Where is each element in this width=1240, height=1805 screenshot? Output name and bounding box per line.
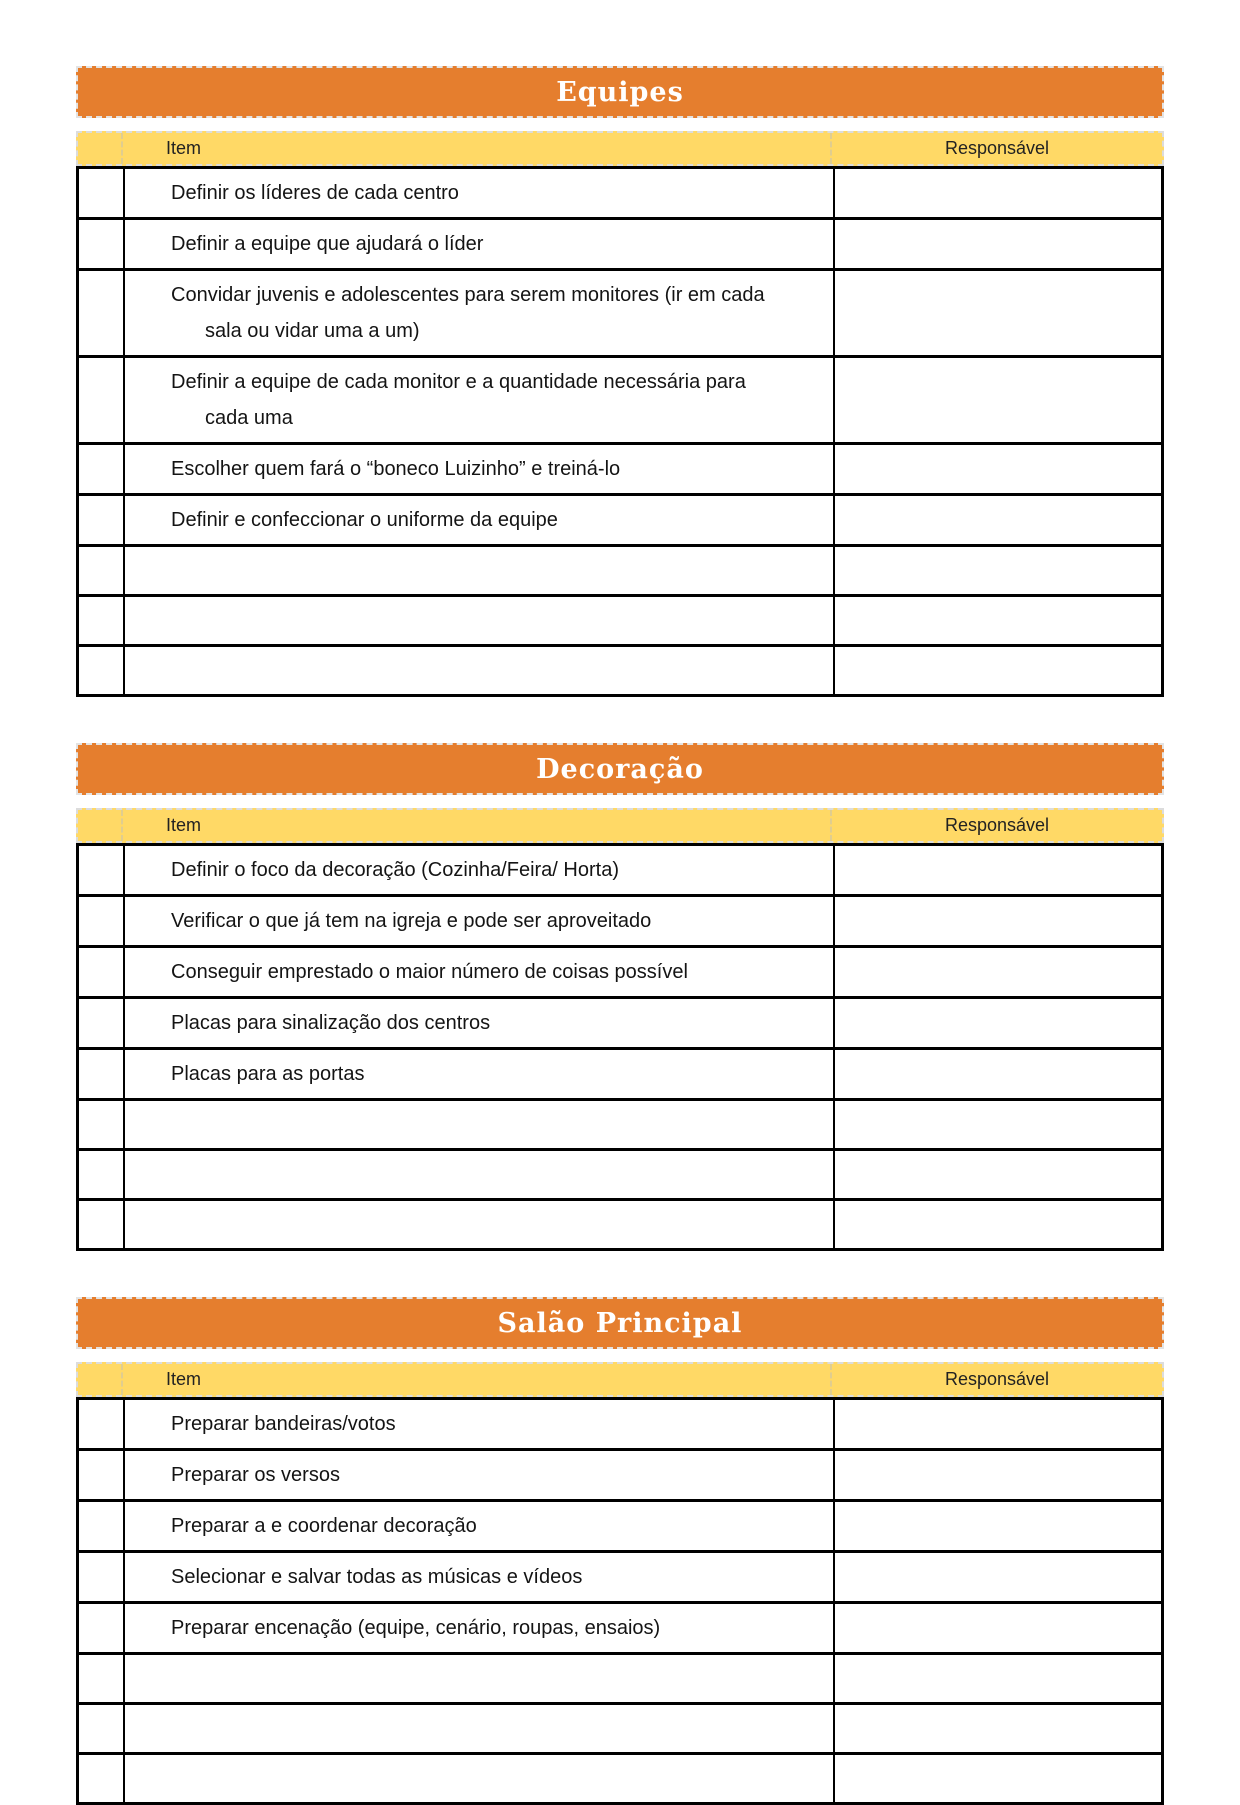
item-cell <box>125 1705 835 1752</box>
responsavel-cell <box>835 846 1161 894</box>
item-text: Selecionar e salvar todas as músicas e vídeos <box>171 1566 583 1588</box>
responsavel-cell <box>835 897 1161 945</box>
check-cell <box>79 846 125 894</box>
checklist-table <box>76 843 1164 1251</box>
header-cell-check <box>78 1364 123 1395</box>
item-cell <box>125 169 835 217</box>
section-title-banner <box>76 66 1164 118</box>
item-cell <box>125 1604 835 1652</box>
item-cell <box>125 271 835 355</box>
table-row <box>79 1047 1161 1098</box>
responsavel-cell <box>835 496 1161 544</box>
item-text: Escolher quem fará o “boneco Luizinho” e treiná-lo <box>171 458 621 480</box>
header-cell-check <box>78 133 123 164</box>
item-cell <box>125 1553 835 1601</box>
responsavel-cell <box>835 1201 1161 1248</box>
header-cell-item: Item <box>123 810 832 841</box>
responsavel-cell <box>835 169 1161 217</box>
check-cell <box>79 220 125 268</box>
check-cell <box>79 547 125 594</box>
item-text: Preparar os versos <box>171 1464 340 1486</box>
item-text: Placas para sinalização dos centros <box>171 1012 491 1034</box>
item-text: Preparar encenação (equipe, cenário, roupas, ensaios) <box>171 1617 661 1639</box>
section-title-banner <box>76 743 1164 795</box>
table-row <box>79 1400 1161 1448</box>
check-cell <box>79 358 125 442</box>
section-title: Salão Principal <box>497 1307 743 1339</box>
responsavel-cell <box>835 1755 1161 1802</box>
check-cell <box>79 1655 125 1702</box>
item-cell <box>125 1050 835 1098</box>
checklist-table <box>76 1397 1164 1805</box>
responsavel-cell <box>835 1655 1161 1702</box>
section-title: Equipes <box>556 76 684 108</box>
table-row <box>79 1499 1161 1550</box>
table-row <box>79 493 1161 544</box>
table-row <box>79 1550 1161 1601</box>
item-cell <box>125 1655 835 1702</box>
check-cell <box>79 1755 125 1802</box>
check-cell <box>79 999 125 1047</box>
table-row <box>79 594 1161 644</box>
responsavel-cell <box>835 1451 1161 1499</box>
responsavel-cell <box>835 1151 1161 1198</box>
item-cell <box>125 597 835 644</box>
item-text: Definir o foco da decoração (Cozinha/Feira/ Horta) <box>171 859 619 881</box>
item-text: Placas para as portas <box>171 1063 365 1085</box>
check-cell <box>79 1705 125 1752</box>
responsavel-cell <box>835 358 1161 442</box>
table-row <box>79 644 1161 694</box>
responsavel-cell <box>835 1101 1161 1148</box>
check-cell <box>79 169 125 217</box>
table-row <box>79 217 1161 268</box>
item-cell <box>125 496 835 544</box>
responsavel-cell <box>835 445 1161 493</box>
table-row <box>79 996 1161 1047</box>
table-row <box>79 544 1161 594</box>
table-row <box>79 1752 1161 1802</box>
item-cell <box>125 1451 835 1499</box>
responsavel-cell <box>835 547 1161 594</box>
table-row <box>79 846 1161 894</box>
responsavel-cell <box>835 271 1161 355</box>
header-cell-item: Item <box>123 133 832 164</box>
responsavel-cell <box>835 1705 1161 1752</box>
item-text: Definir os líderes de cada centro <box>171 182 459 204</box>
header-cell-check <box>78 810 123 841</box>
item-text: Preparar a e coordenar decoração <box>171 1515 477 1537</box>
header-cell-responsavel: Responsável <box>944 815 1050 835</box>
header-cell-item: Item <box>123 1364 832 1395</box>
table-row <box>79 945 1161 996</box>
responsavel-cell <box>835 597 1161 644</box>
check-cell <box>79 897 125 945</box>
item-text: Convidar juvenis e adolescentes para serem monitores (ir em cada sala ou vidar uma a um) <box>171 284 765 342</box>
check-cell <box>79 445 125 493</box>
check-cell <box>79 1400 125 1448</box>
responsavel-cell <box>835 1604 1161 1652</box>
item-cell <box>125 1755 835 1802</box>
check-cell <box>79 1050 125 1098</box>
responsavel-cell <box>835 220 1161 268</box>
table-row <box>79 1448 1161 1499</box>
table-row <box>79 442 1161 493</box>
section-title: Decoração <box>536 753 704 785</box>
item-cell <box>125 647 835 694</box>
item-cell <box>125 846 835 894</box>
table-header-row <box>76 1362 1164 1397</box>
responsavel-cell <box>835 1400 1161 1448</box>
item-cell <box>125 897 835 945</box>
item-text: Definir a equipe de cada monitor e a quantidade necessária para cada uma <box>171 371 746 429</box>
checklist-table <box>76 166 1164 697</box>
table-row <box>79 1098 1161 1148</box>
check-cell <box>79 496 125 544</box>
check-cell <box>79 1553 125 1601</box>
item-text: Preparar bandeiras/votos <box>171 1413 396 1435</box>
table-header-row <box>76 808 1164 843</box>
responsavel-cell <box>835 999 1161 1047</box>
table-row <box>79 355 1161 442</box>
responsavel-cell <box>835 1050 1161 1098</box>
check-cell <box>79 948 125 996</box>
table-header-row <box>76 131 1164 166</box>
item-cell <box>125 1400 835 1448</box>
item-cell <box>125 1151 835 1198</box>
table-row <box>79 1148 1161 1198</box>
responsavel-cell <box>835 1553 1161 1601</box>
item-text: Verificar o que já tem na igreja e pode ser aproveitado <box>171 910 652 932</box>
table-row <box>79 169 1161 217</box>
table-row <box>79 1601 1161 1652</box>
item-cell <box>125 445 835 493</box>
responsavel-cell <box>835 647 1161 694</box>
checklist-section <box>76 66 1164 697</box>
item-cell <box>125 358 835 442</box>
item-cell <box>125 1201 835 1248</box>
check-cell <box>79 1502 125 1550</box>
item-text: Conseguir emprestado o maior número de coisas possível <box>171 961 688 983</box>
table-row <box>79 268 1161 355</box>
header-cell-responsavel: Responsável <box>944 138 1050 158</box>
item-text: Definir a equipe que ajudará o líder <box>171 233 484 255</box>
item-cell <box>125 1502 835 1550</box>
check-cell <box>79 1151 125 1198</box>
item-text: Definir e confeccionar o uniforme da equipe <box>171 509 558 531</box>
check-cell <box>79 271 125 355</box>
item-cell <box>125 547 835 594</box>
checklist-section <box>76 743 1164 1251</box>
table-row <box>79 1702 1161 1752</box>
check-cell <box>79 647 125 694</box>
responsavel-cell <box>835 948 1161 996</box>
header-cell-responsavel: Responsável <box>944 1369 1050 1389</box>
item-cell <box>125 948 835 996</box>
item-cell <box>125 999 835 1047</box>
item-cell <box>125 1101 835 1148</box>
responsavel-cell <box>835 1502 1161 1550</box>
table-row <box>79 1652 1161 1702</box>
check-cell <box>79 1604 125 1652</box>
check-cell <box>79 1451 125 1499</box>
check-cell <box>79 1201 125 1248</box>
section-title-banner <box>76 1297 1164 1349</box>
checklist-section <box>76 1297 1164 1805</box>
table-row <box>79 894 1161 945</box>
item-cell <box>125 220 835 268</box>
table-row <box>79 1198 1161 1248</box>
check-cell <box>79 1101 125 1148</box>
check-cell <box>79 597 125 644</box>
